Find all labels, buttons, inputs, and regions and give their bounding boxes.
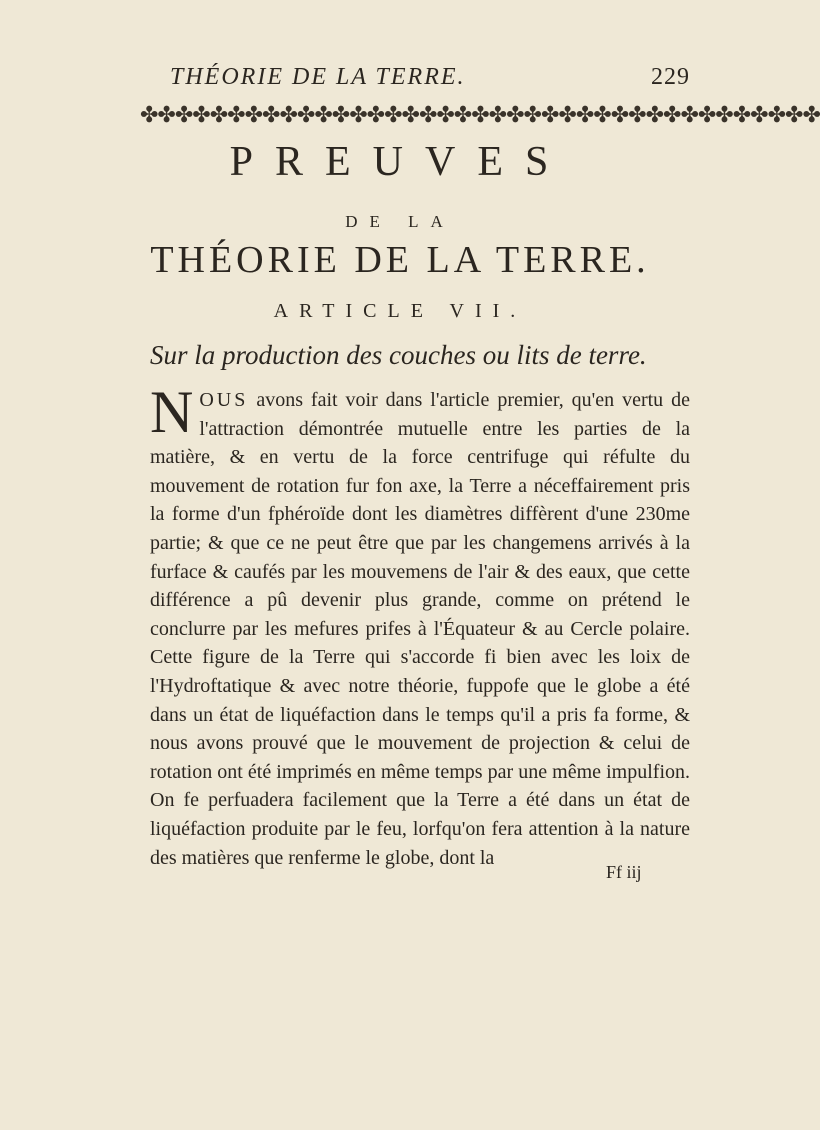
article-subtitle: Sur la production des couches ou lits de terre. — [150, 340, 647, 370]
heading-theorie: THÉORIE DE LA TERRE. — [150, 239, 650, 281]
body-paragraph — [150, 379, 691, 872]
first-word: OUS — [199, 389, 249, 411]
page-number: 229 — [651, 64, 690, 90]
article-number: ARTICLE VII. — [273, 300, 527, 322]
heading-preuves: PREUVES — [229, 139, 571, 185]
heading-de-la: DE LA — [345, 212, 455, 231]
drop-cap: N — [150, 379, 194, 445]
ornament-band: ✤✤✤✤✤✤✤✤✤✤✤✤✤✤✤✤✤✤✤✤✤✤✤✤✤✤✤✤✤✤✤✤✤✤✤✤✤✤✤ — [140, 103, 820, 128]
paragraph-text: avons fait voir dans l'article premier, qu'en vertu de l'attraction démontrée mutuelle entre les parties de la matière, & en vertu de la force centrifuge qui réfulte du mouvement de rotation fur fon axe, la Terre a néceffairement pris la forme d'un fphéroïde dont les diamètres diffèrent d'une 230me partie; & que ce ne peut être que par les changemens arrivés à la furface & caufés par les mouvemens de l'air & des eaux, que cette différence a pû devenir plus grande, comme on prétend le conclurre par les mefures prifes à l'Équateur & au Cercle polaire. Cette figure de la Terre qui s'accorde fi bien avec les loix de l'Hydroftatique & avec notre théorie, fuppofe que le globe a été dans un état de liquéfaction dans le temps qu'il a pris fa forme, & nous avons prouvé que le mouvement de projection & celui de rotation ont été imprimés en même temps par une même impulfion. On fe perfuadera facilement que la Terre a été dans un état de liquéfaction produite par le feu, lorfqu'on fera attention à la nature des matières que renferme le globe, dont la — [150, 389, 691, 869]
running-title: THÉORIE DE LA TERRE. — [170, 64, 466, 90]
signature-mark: Ff iij — [606, 862, 642, 882]
running-head — [170, 64, 690, 91]
